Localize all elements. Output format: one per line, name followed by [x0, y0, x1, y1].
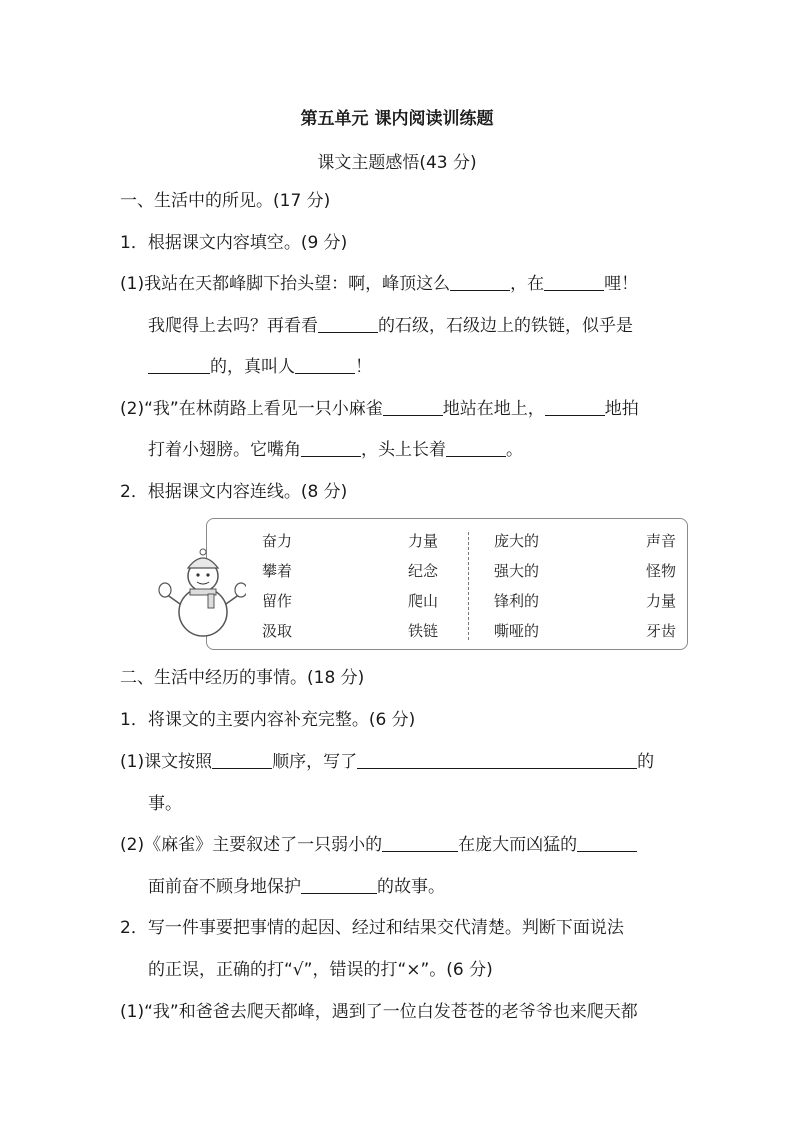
question-2-heading: 2．根据课文内容连线。(8 分)	[120, 482, 348, 502]
question-1-part-1-line-3	[148, 355, 372, 379]
match-left-b-4[interactable]: 铁链	[408, 622, 439, 640]
match-right-b-4[interactable]: 牙齿	[646, 622, 677, 640]
text-segment: ，头上长着	[361, 440, 446, 460]
page-subtitle: 课文主题感悟(43 分)	[317, 153, 477, 173]
text-segment: 的故事。	[377, 877, 445, 897]
answer-blank[interactable]	[450, 272, 510, 291]
text-segment: (1)我站在天都峰脚下抬头望：啊，峰顶这么	[120, 274, 451, 294]
question-3-part-2-line-1	[120, 833, 637, 857]
text-segment: 。	[506, 440, 523, 460]
snowman-icon	[156, 540, 246, 640]
section-one-heading: 一、生活中的所见。(17 分)	[120, 191, 331, 211]
text-segment: 顺序，写了	[272, 752, 358, 772]
question-3-part-2-line-2	[148, 875, 445, 899]
text-segment: 地拍	[604, 399, 639, 419]
match-left-a-4[interactable]: 汲取	[262, 622, 293, 640]
match-left-b-3[interactable]: 爬山	[408, 592, 439, 610]
question-1-part-1-line-1	[120, 272, 638, 296]
answer-blank[interactable]	[295, 355, 355, 374]
text-segment: 的，真叫人	[210, 357, 295, 377]
question-1-part-2-line-1	[120, 397, 639, 421]
match-right-a-2[interactable]: 强大的	[494, 562, 540, 580]
answer-blank[interactable]	[544, 272, 604, 291]
text-segment: (2)“我”在林荫路上看见一只小麻雀	[120, 399, 383, 419]
answer-blank[interactable]	[545, 397, 605, 416]
answer-blank[interactable]	[383, 397, 443, 416]
match-right-a-4[interactable]: 嘶哑的	[494, 622, 540, 640]
answer-blank[interactable]	[148, 355, 210, 374]
match-right-a-3[interactable]: 锋利的	[494, 592, 540, 610]
text-segment: 打着小翅膀。它嘴角	[148, 440, 301, 460]
question-1-part-2-line-2	[148, 438, 523, 462]
text-segment: ，在	[510, 274, 545, 294]
question-3-part-1-line-1	[120, 750, 654, 774]
page-title: 第五单元 课内阅读训练题	[300, 109, 494, 129]
answer-blank[interactable]	[318, 314, 378, 333]
text-segment: (1)课文按照	[120, 752, 213, 772]
match-left-b-2[interactable]: 纪念	[408, 562, 439, 580]
question-4-heading-line-2: 的正误，正确的打“√”，错误的打“×”。(6 分)	[148, 960, 493, 980]
match-right-b-2[interactable]: 怪物	[646, 562, 677, 580]
question-4-part-1-line-1: (1)“我”和爸爸去爬天都峰，遇到了一位白发苍苍的老爷爷也来爬天都	[120, 1002, 638, 1022]
match-left-b-1[interactable]: 力量	[408, 532, 439, 550]
answer-blank[interactable]	[382, 833, 458, 852]
text-segment: 的	[637, 752, 655, 772]
match-left-a-1[interactable]: 奋力	[262, 532, 293, 550]
match-left-a-3[interactable]: 留作	[262, 592, 293, 610]
match-right-b-3[interactable]: 力量	[646, 592, 677, 610]
matching-divider	[468, 532, 469, 640]
text-segment: 我爬得上去吗？再看看	[148, 316, 318, 336]
question-4-heading-line-1: 2．写一件事要把事情的起因、经过和结果交代清楚。判断下面说法	[120, 918, 624, 938]
text-segment: ！	[355, 357, 372, 377]
question-1-heading: 1．根据课文内容填空。(9 分)	[120, 233, 348, 253]
question-1-part-1-line-2	[148, 314, 633, 338]
text-segment: 在庞大而凶猛的	[458, 835, 578, 855]
match-right-b-1[interactable]: 声音	[646, 532, 677, 550]
text-segment: 地站在地上，	[442, 399, 545, 419]
answer-blank[interactable]	[301, 438, 361, 457]
match-left-a-2[interactable]: 攀着	[262, 562, 293, 580]
match-right-a-1[interactable]: 庞大的	[494, 532, 540, 550]
text-segment: 的石级，石级边上的铁链，似乎是	[378, 316, 633, 336]
answer-blank[interactable]	[357, 750, 637, 769]
section-two-heading: 二、生活中经历的事情。(18 分)	[120, 668, 365, 688]
answer-blank[interactable]	[212, 750, 272, 769]
answer-blank[interactable]	[301, 875, 377, 894]
text-segment: (2)《麻雀》主要叙述了一只弱小的	[120, 835, 383, 855]
text-segment: 面前奋不顾身地保护	[148, 877, 301, 897]
answer-blank[interactable]	[577, 833, 637, 852]
text-segment: 哩！	[604, 274, 639, 294]
answer-blank[interactable]	[446, 438, 506, 457]
question-3-part-1-line-2: 事。	[148, 794, 182, 814]
question-3-heading: 1．将课文的主要内容补充完整。(6 分)	[120, 710, 416, 730]
